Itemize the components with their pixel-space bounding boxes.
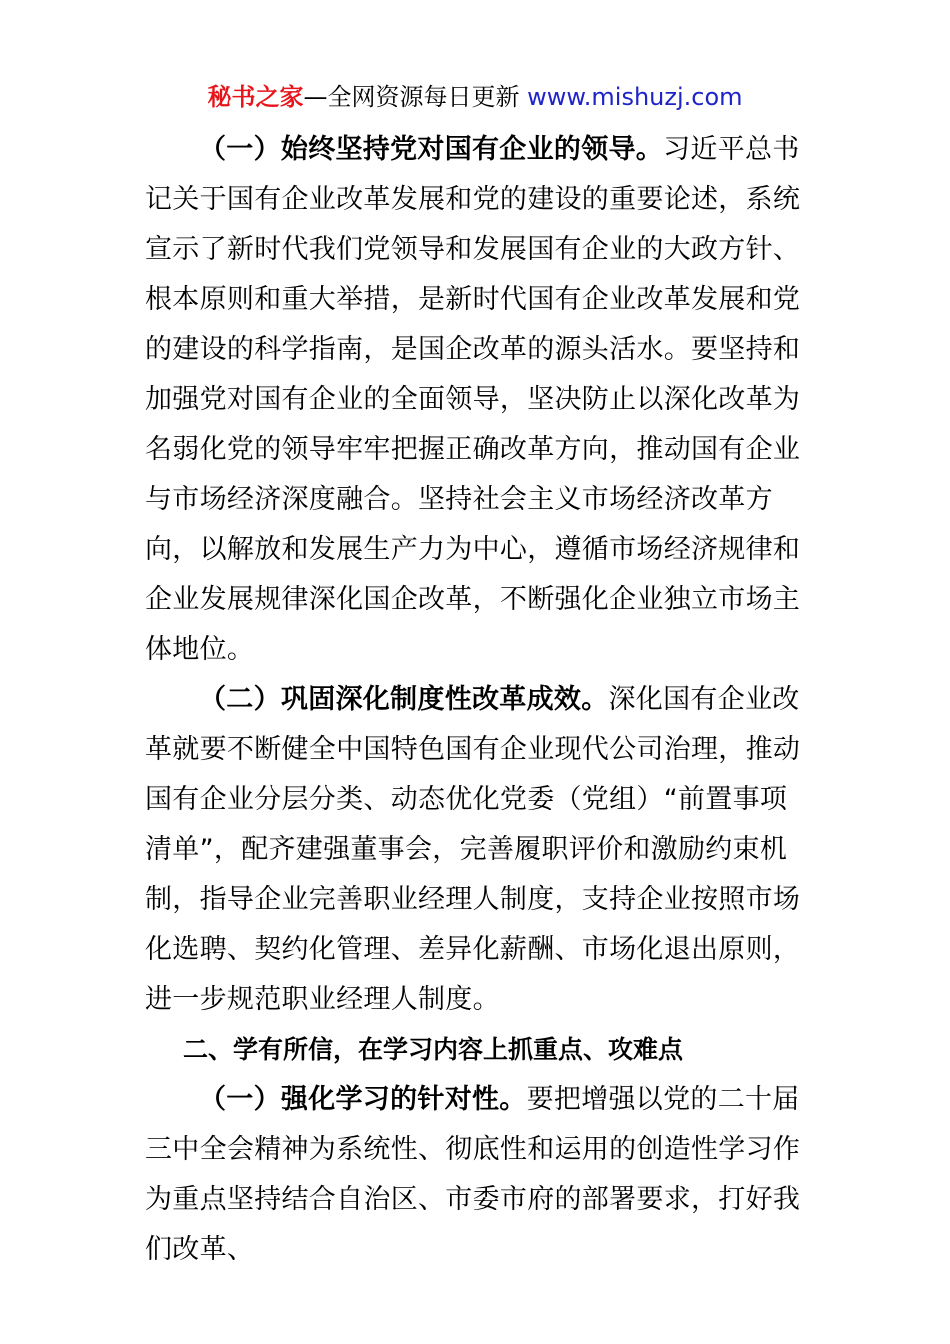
paragraph-2 xyxy=(145,675,810,1025)
paragraph-1 xyxy=(145,125,810,675)
document-body xyxy=(145,125,810,1275)
paragraph-2-lead: （二）巩固深化制度性改革成效。 xyxy=(199,684,609,715)
paragraph-3-lead: （一）强化学习的针对性。 xyxy=(199,1084,527,1115)
site-tagline: —全网资源每日更新 xyxy=(303,83,520,111)
site-url-link[interactable]: www.mishuzj.com xyxy=(527,83,743,111)
section-heading: 二、学有所信，在学习内容上抓重点、攻难点 xyxy=(183,1035,684,1064)
paragraph-3-text: 要把增强以党的二十届三中全会精神为系统性、彻底性和运用的创造性学习作为重点坚持结合自治区、市委市府的部署要求，打好我们改革、 xyxy=(145,1084,801,1265)
paragraph-1-lead: （一）始终坚持党对国有企业的领导。 xyxy=(199,134,664,165)
paragraph-3 xyxy=(145,1075,810,1275)
site-header xyxy=(0,80,950,114)
paragraph-1-text: 习近平总书记关于国有企业改革发展和党的建设的重要论述，系统宣示了新时代我们党领导和发展国有企业的大政方针、根本原则和重大举措，是新时代国有企业改革发展和党的建设的科学指南，是国企改革的源头活水。要坚持和加强党对国有企业的全面领导，坚决防止以深化改革为名弱化党的领导牢牢把握正确改革方向，推动国有企业与市场经济深度融合。坚持社会主义市场经济改革方向，以解放和发展生产力为中心，遵循市场经济规律和企业发展规律深化国企改革，不断强化企业独立市场主体地位。 xyxy=(145,134,801,665)
site-brand: 秘书之家 xyxy=(207,83,304,111)
paragraph-2-text: 深化国有企业改革就要不断健全中国特色国有企业现代公司治理，推动国有企业分层分类、动态优化党委（党组）“前置事项清单”，配齐建强董事会，完善履职评价和激励约束机制，指导企业完善职业经理人制度，支持企业按照市场化选聘、契约化管理、差异化薪酬、市场化退出原则，进一步规范职业经理人制度。 xyxy=(145,684,801,1015)
